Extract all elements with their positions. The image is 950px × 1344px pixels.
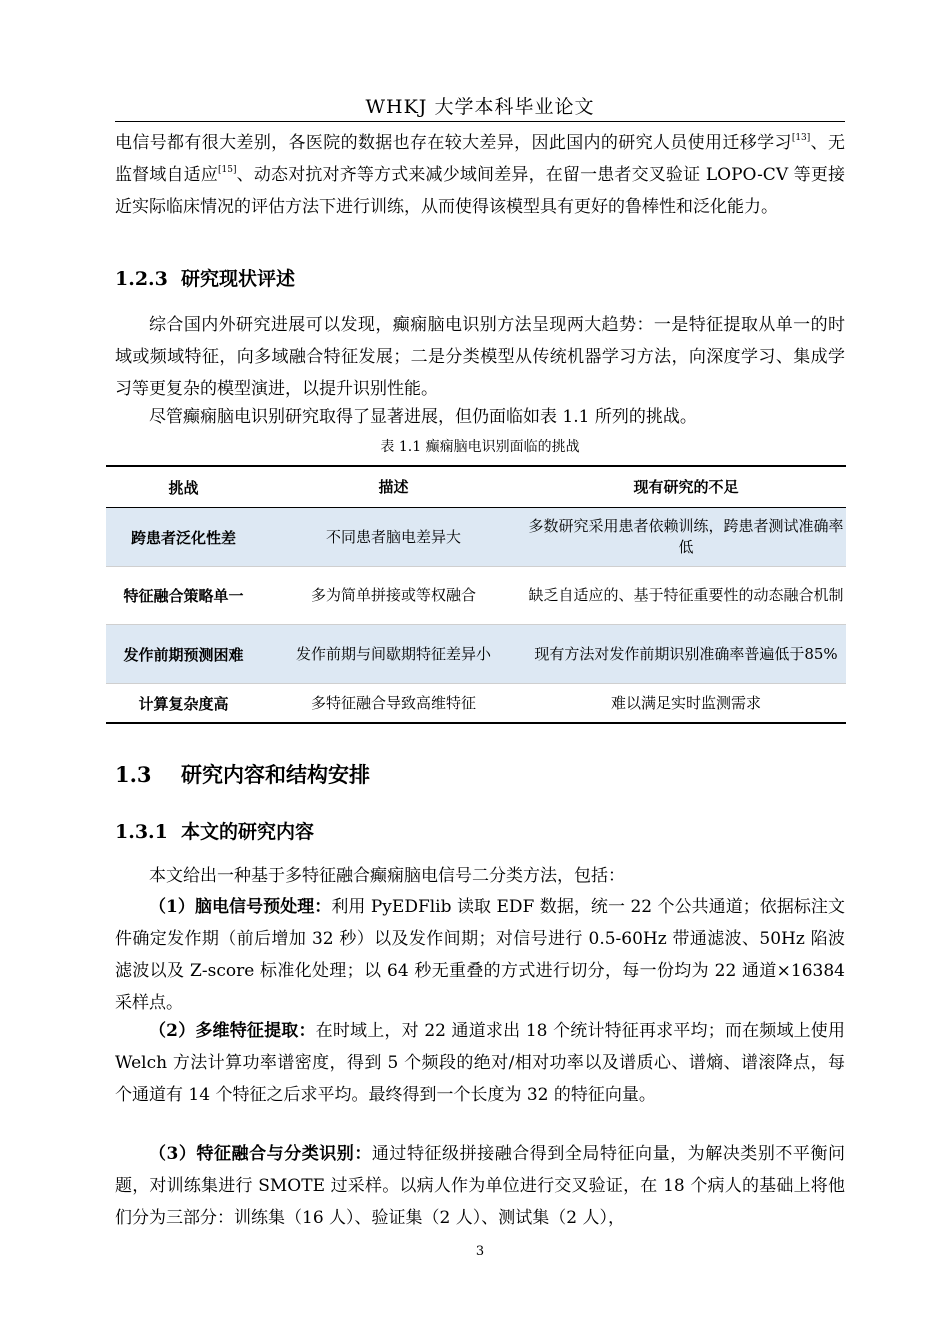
table-header-row xyxy=(106,467,846,508)
item-label: （1）脑电信号预处理： xyxy=(149,897,332,917)
item-text: 通过特征级拼接融合得到全局特征向量，为解决类别不平衡问题，对训练集进行 SMOTE 过采样。以病人作为单位进行交叉验证，在 18 个病人的基础上将他们分为三部分：训练集（16 人）、验证集（2 人）、测试集（2 人）， xyxy=(115,1144,846,1228)
cell-challenge: 特征融合策略单一 xyxy=(123,587,244,605)
review-paragraph-2: 尽管癫痫脑电识别研究取得了显著进展，但仍面临如表 1.1 所列的挑战。 xyxy=(149,407,697,427)
cell-shortcoming: 缺乏自适应的、基于特征重要性的动态融合机制 xyxy=(528,586,844,604)
page-number: 3 xyxy=(475,1244,485,1259)
citation-15: [15] xyxy=(218,165,237,175)
page-header-title: WHKJ 大学本科毕业论文 xyxy=(365,96,595,118)
table-row xyxy=(106,508,846,567)
header-description: 描述 xyxy=(378,477,409,496)
cell-description: 多特征融合导致高维特征 xyxy=(310,693,476,712)
item-text: 利用 PyEDFlib 读取 EDF 数据，统一 22 个公共通道；依据标注文件确定发作期（前后增加 32 秒）以及发作间期；对信号进行 0.5-60Hz 带通滤波、50Hz 陷波滤波以及 Z-score 标准化处理；以 64 秒无重叠的方式进行切分，每一份均为 22 通道×16384 采样点。 xyxy=(115,897,845,1013)
section-title: 研究内容和结构安排 xyxy=(181,762,370,787)
intro-text-3: 、动态对抗对齐等方式来减少域间差异，在留一患者交叉验证 LOPO-CV 等更接近实际临床情况的评估方法下进行训练，从而使得该模型具有更好的鲁棒性和泛化能力。 xyxy=(115,165,846,217)
cell-shortcoming: 多数研究采用患者依赖训练，跨患者测试准确率低 xyxy=(528,517,844,556)
table-row xyxy=(106,625,846,684)
header-challenge: 挑战 xyxy=(168,478,199,497)
cell-challenge: 跨患者泛化性差 xyxy=(130,528,236,547)
table-caption: 表 1.1 癫痫脑电识别面临的挑战 xyxy=(380,439,580,455)
content-intro: 本文给出一种基于多特征融合癫痫脑电信号二分类方法，包括： xyxy=(149,866,625,886)
section-number: 1.3 xyxy=(115,762,152,787)
section-title: 本文的研究内容 xyxy=(181,821,315,843)
intro-paragraph xyxy=(115,127,845,223)
cell-shortcoming: 难以满足实时监测需求 xyxy=(610,693,761,712)
table-row xyxy=(106,684,846,722)
item-text: 在时域上，对 22 通道求出 18 个统计特征再求平均；而在频域上使用 Welch 方法计算功率谱密度，得到 5 个频段的绝对/相对功率以及谱质心、谱熵、谱滚降点，每个通道有 14 个特征之后求平均。最终得到一个长度为 32 的特征向量。 xyxy=(115,1021,845,1105)
section-number: 1.3.1 xyxy=(115,821,168,843)
header-shortcoming: 现有研究的不足 xyxy=(633,477,739,496)
content-item-1 xyxy=(115,891,845,1019)
header-rule xyxy=(115,121,845,122)
content-item-2 xyxy=(115,1015,845,1111)
intro-text-2: 、无监督域自适应 xyxy=(115,133,846,185)
cell-description: 发作前期与间歇期特征差异小 xyxy=(295,644,491,663)
item-label: （3）特征融合与分类识别： xyxy=(149,1144,372,1164)
challenges-table xyxy=(106,465,846,724)
section-title: 研究现状评述 xyxy=(181,268,296,290)
section-number: 1.2.3 xyxy=(115,268,168,290)
cell-challenge: 计算复杂度高 xyxy=(138,694,229,713)
item-label: （2）多维特征提取： xyxy=(149,1021,316,1041)
cell-challenge: 发作前期预测困难 xyxy=(123,645,244,664)
citation-13: [13] xyxy=(791,133,811,143)
cell-shortcoming: 现有方法对发作前期识别准确率普遍低于85% xyxy=(534,644,838,663)
intro-text-1: 电信号都有很大差别，各医院的数据也存在较大差异，因此国内的研究人员使用迁移学习 xyxy=(115,133,792,153)
cell-description: 多为简单拼接或等权融合 xyxy=(310,586,476,604)
table-row xyxy=(106,567,846,625)
content-item-3 xyxy=(115,1138,845,1234)
review-paragraph-1: 综合国内外研究进展可以发现，癫痫脑电识别方法呈现两大趋势：一是特征提取从单一的时域或频域特征，向多域融合特征发展；二是分类模型从传统机器学习方法，向深度学习、集成学习等更复杂的模型演进，以提升识别性能。 xyxy=(115,315,845,399)
section-heading-1-2-3 xyxy=(115,264,295,294)
section-heading-1-3-1 xyxy=(115,817,314,847)
cell-description: 不同患者脑电差异大 xyxy=(325,527,461,546)
section-heading-1-3 xyxy=(115,759,370,791)
